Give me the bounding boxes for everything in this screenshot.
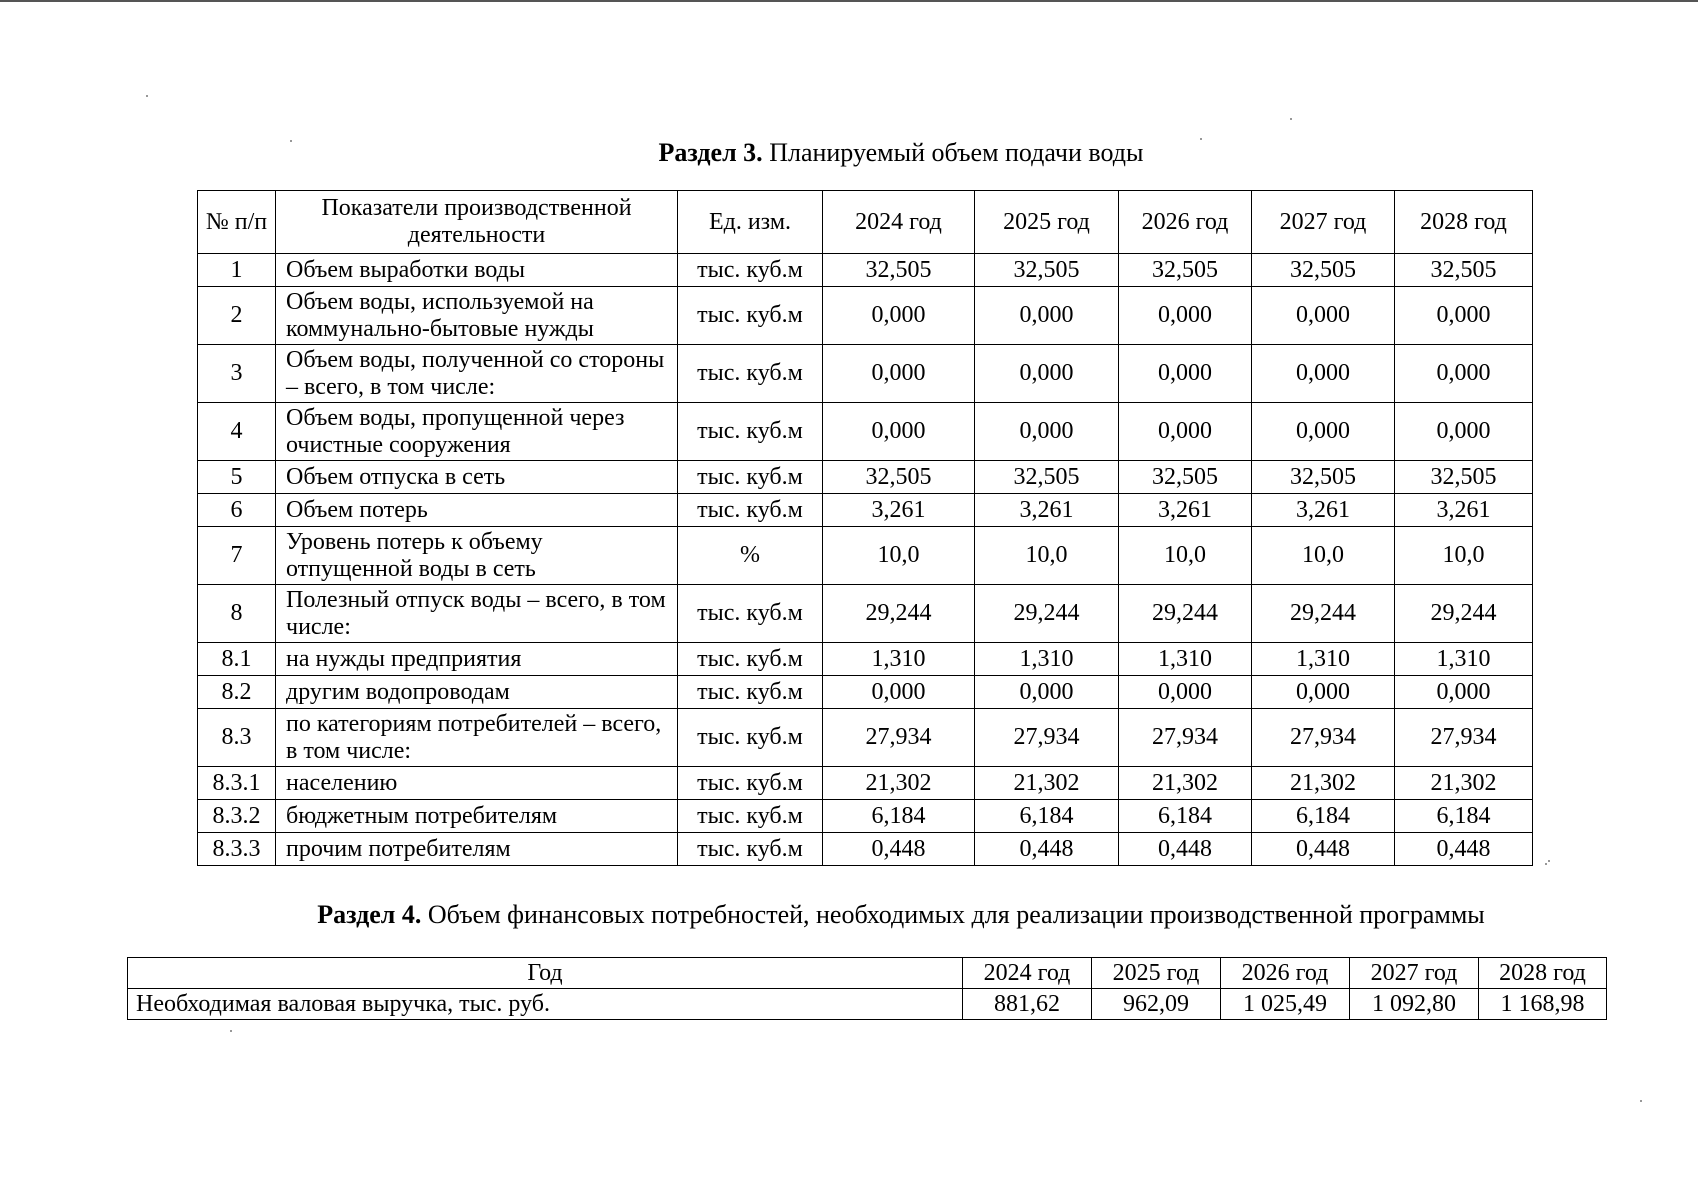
revenue-2025: 962,09 bbox=[1092, 989, 1221, 1020]
row-number: 1 bbox=[198, 254, 276, 287]
row-value-2027: 0,000 bbox=[1252, 403, 1395, 461]
row-value-2028: 6,184 bbox=[1395, 800, 1533, 833]
row-indicator: Объем выработки воды bbox=[276, 254, 678, 287]
row-number: 8.3.1 bbox=[198, 767, 276, 800]
scan-speck bbox=[1545, 863, 1547, 865]
table-row bbox=[198, 709, 1533, 767]
row-indicator: Уровень потерь к объему отпущенной воды в сеть bbox=[276, 527, 678, 585]
row-value-2028: 0,448 bbox=[1395, 833, 1533, 866]
revenue-2024: 881,62 bbox=[963, 989, 1092, 1020]
row-value-2027: 32,505 bbox=[1252, 254, 1395, 287]
row-value-2026: 0,000 bbox=[1119, 345, 1252, 403]
row-indicator: Объем потерь bbox=[276, 494, 678, 527]
scan-speck bbox=[1548, 860, 1550, 862]
row-number: 4 bbox=[198, 403, 276, 461]
row-unit: тыс. куб.м bbox=[678, 833, 823, 866]
col-header-2028: 2028 год bbox=[1395, 191, 1533, 254]
row-indicator: на нужды предприятия bbox=[276, 643, 678, 676]
row-unit: тыс. куб.м bbox=[678, 254, 823, 287]
row-value-2026: 6,184 bbox=[1119, 800, 1252, 833]
row-unit: тыс. куб.м bbox=[678, 585, 823, 643]
col-header-2026: 2026 год bbox=[1119, 191, 1252, 254]
row-value-2027: 27,934 bbox=[1252, 709, 1395, 767]
row-number: 8.1 bbox=[198, 643, 276, 676]
row-number: 8.3.3 bbox=[198, 833, 276, 866]
row-value-2024: 32,505 bbox=[823, 461, 975, 494]
row-value-2026: 0,000 bbox=[1119, 403, 1252, 461]
row-value-2026: 32,505 bbox=[1119, 254, 1252, 287]
table-row bbox=[198, 643, 1533, 676]
table-row bbox=[198, 767, 1533, 800]
row-value-2028: 0,000 bbox=[1395, 403, 1533, 461]
row-value-2027: 0,448 bbox=[1252, 833, 1395, 866]
col-header-2025: 2025 год bbox=[1092, 958, 1221, 989]
row-value-2027: 0,000 bbox=[1252, 345, 1395, 403]
scan-speck bbox=[230, 1030, 232, 1032]
col-header-2025: 2025 год bbox=[975, 191, 1119, 254]
row-value-2025: 10,0 bbox=[975, 527, 1119, 585]
scan-speck bbox=[146, 95, 148, 97]
col-header-year: Год bbox=[128, 958, 963, 989]
section-4-title-bold: Раздел 4. bbox=[317, 900, 422, 929]
table-row bbox=[198, 494, 1533, 527]
row-unit: тыс. куб.м bbox=[678, 643, 823, 676]
row-indicator: по категориям потребителей – всего, в том числе: bbox=[276, 709, 678, 767]
page-top-border bbox=[0, 0, 1698, 2]
col-header-2026: 2026 год bbox=[1221, 958, 1350, 989]
row-value-2024: 6,184 bbox=[823, 800, 975, 833]
row-value-2024: 10,0 bbox=[823, 527, 975, 585]
row-number: 5 bbox=[198, 461, 276, 494]
revenue-2026: 1 025,49 bbox=[1221, 989, 1350, 1020]
section-4-title-text: Объем финансовых потребностей, необходимых для реализации производственной программы bbox=[421, 900, 1485, 929]
section-4-title bbox=[52, 900, 1698, 930]
row-value-2026: 0,000 bbox=[1119, 676, 1252, 709]
row-indicator: Объем отпуска в сеть bbox=[276, 461, 678, 494]
row-value-2027: 3,261 bbox=[1252, 494, 1395, 527]
row-value-2025: 0,000 bbox=[975, 403, 1119, 461]
section-3-title-bold: Раздел 3. bbox=[658, 138, 763, 167]
col-header-2028: 2028 год bbox=[1479, 958, 1607, 989]
table-header-row bbox=[128, 958, 1607, 989]
row-value-2025: 32,505 bbox=[975, 254, 1119, 287]
row-number: 7 bbox=[198, 527, 276, 585]
row-value-2028: 27,934 bbox=[1395, 709, 1533, 767]
row-value-2028: 32,505 bbox=[1395, 254, 1533, 287]
table-row bbox=[198, 403, 1533, 461]
row-value-2027: 32,505 bbox=[1252, 461, 1395, 494]
row-value-2025: 0,000 bbox=[975, 287, 1119, 345]
water-supply-table-body bbox=[198, 254, 1533, 866]
col-header-2024: 2024 год bbox=[823, 191, 975, 254]
table-row bbox=[198, 833, 1533, 866]
row-value-2026: 1,310 bbox=[1119, 643, 1252, 676]
row-value-2025: 1,310 bbox=[975, 643, 1119, 676]
table-row bbox=[198, 254, 1533, 287]
row-number: 2 bbox=[198, 287, 276, 345]
row-value-2026: 21,302 bbox=[1119, 767, 1252, 800]
revenue-2027: 1 092,80 bbox=[1350, 989, 1479, 1020]
row-value-2024: 0,000 bbox=[823, 403, 975, 461]
row-value-2028: 1,310 bbox=[1395, 643, 1533, 676]
table-row bbox=[198, 585, 1533, 643]
row-indicator: Полезный отпуск воды – всего, в том числе: bbox=[276, 585, 678, 643]
row-value-2024: 3,261 bbox=[823, 494, 975, 527]
col-header-2027: 2027 год bbox=[1252, 191, 1395, 254]
row-unit: тыс. куб.м bbox=[678, 403, 823, 461]
row-indicator: прочим потребителям bbox=[276, 833, 678, 866]
row-indicator: Объем воды, полученной со стороны – всего, в том числе: bbox=[276, 345, 678, 403]
row-value-2025: 0,448 bbox=[975, 833, 1119, 866]
table-header-row bbox=[198, 191, 1533, 254]
row-value-2024: 21,302 bbox=[823, 767, 975, 800]
revenue-2028: 1 168,98 bbox=[1479, 989, 1607, 1020]
row-unit: тыс. куб.м bbox=[678, 676, 823, 709]
row-number: 8.3 bbox=[198, 709, 276, 767]
row-value-2027: 10,0 bbox=[1252, 527, 1395, 585]
row-value-2024: 29,244 bbox=[823, 585, 975, 643]
row-value-2026: 0,000 bbox=[1119, 287, 1252, 345]
financial-needs-table bbox=[127, 957, 1607, 1020]
row-value-2026: 29,244 bbox=[1119, 585, 1252, 643]
row-indicator: Объем воды, пропущенной через очистные сооружения bbox=[276, 403, 678, 461]
row-value-2027: 0,000 bbox=[1252, 676, 1395, 709]
row-value-2028: 0,000 bbox=[1395, 287, 1533, 345]
row-value-2025: 27,934 bbox=[975, 709, 1119, 767]
row-value-2024: 0,000 bbox=[823, 676, 975, 709]
row-number: 8.3.2 bbox=[198, 800, 276, 833]
row-value-2028: 0,000 bbox=[1395, 345, 1533, 403]
row-value-2027: 6,184 bbox=[1252, 800, 1395, 833]
row-unit: тыс. куб.м bbox=[678, 345, 823, 403]
row-number: 8.2 bbox=[198, 676, 276, 709]
row-indicator: другим водопроводам bbox=[276, 676, 678, 709]
row-value-2026: 27,934 bbox=[1119, 709, 1252, 767]
scan-speck bbox=[1200, 138, 1202, 140]
row-value-2024: 1,310 bbox=[823, 643, 975, 676]
row-unit: тыс. куб.м bbox=[678, 494, 823, 527]
row-value-2028: 29,244 bbox=[1395, 585, 1533, 643]
table-row bbox=[128, 989, 1607, 1020]
row-unit: тыс. куб.м bbox=[678, 767, 823, 800]
row-unit: % bbox=[678, 527, 823, 585]
row-indicator: Объем воды, используемой на коммунально-бытовые нужды bbox=[276, 287, 678, 345]
row-value-2028: 3,261 bbox=[1395, 494, 1533, 527]
row-value-2027: 1,310 bbox=[1252, 643, 1395, 676]
table-row bbox=[198, 287, 1533, 345]
row-value-2024: 32,505 bbox=[823, 254, 975, 287]
col-header-indicator: Показатели производственной деятельности bbox=[276, 191, 678, 254]
row-value-2028: 32,505 bbox=[1395, 461, 1533, 494]
row-value-2028: 0,000 bbox=[1395, 676, 1533, 709]
row-unit: тыс. куб.м bbox=[678, 461, 823, 494]
row-value-2025: 32,505 bbox=[975, 461, 1119, 494]
row-value-2025: 3,261 bbox=[975, 494, 1119, 527]
col-header-2024: 2024 год bbox=[963, 958, 1092, 989]
scan-speck bbox=[1290, 118, 1292, 120]
table-row bbox=[198, 345, 1533, 403]
row-value-2024: 0,000 bbox=[823, 345, 975, 403]
row-value-2026: 32,505 bbox=[1119, 461, 1252, 494]
section-3-title bbox=[52, 138, 1698, 168]
row-value-2028: 21,302 bbox=[1395, 767, 1533, 800]
row-indicator: населению bbox=[276, 767, 678, 800]
row-unit: тыс. куб.м bbox=[678, 709, 823, 767]
row-value-2025: 0,000 bbox=[975, 345, 1119, 403]
row-value-2024: 0,448 bbox=[823, 833, 975, 866]
row-value-2024: 0,000 bbox=[823, 287, 975, 345]
scan-speck bbox=[1640, 1100, 1642, 1102]
row-value-2027: 21,302 bbox=[1252, 767, 1395, 800]
row-number: 3 bbox=[198, 345, 276, 403]
scan-speck bbox=[290, 140, 292, 142]
row-value-2024: 27,934 bbox=[823, 709, 975, 767]
revenue-label: Необходимая валовая выручка, тыс. руб. bbox=[128, 989, 963, 1020]
row-value-2026: 0,448 bbox=[1119, 833, 1252, 866]
row-value-2025: 6,184 bbox=[975, 800, 1119, 833]
row-value-2027: 0,000 bbox=[1252, 287, 1395, 345]
table-row bbox=[198, 527, 1533, 585]
col-header-number: № п/п bbox=[198, 191, 276, 254]
row-number: 8 bbox=[198, 585, 276, 643]
row-value-2028: 10,0 bbox=[1395, 527, 1533, 585]
row-number: 6 bbox=[198, 494, 276, 527]
table-row bbox=[198, 800, 1533, 833]
row-value-2025: 0,000 bbox=[975, 676, 1119, 709]
row-unit: тыс. куб.м bbox=[678, 800, 823, 833]
col-header-2027: 2027 год bbox=[1350, 958, 1479, 989]
row-unit: тыс. куб.м bbox=[678, 287, 823, 345]
table-row bbox=[198, 461, 1533, 494]
row-value-2027: 29,244 bbox=[1252, 585, 1395, 643]
row-value-2026: 3,261 bbox=[1119, 494, 1252, 527]
row-value-2025: 29,244 bbox=[975, 585, 1119, 643]
row-value-2026: 10,0 bbox=[1119, 527, 1252, 585]
col-header-unit: Ед. изм. bbox=[678, 191, 823, 254]
water-supply-table bbox=[197, 190, 1533, 866]
row-value-2025: 21,302 bbox=[975, 767, 1119, 800]
row-indicator: бюджетным потребителям bbox=[276, 800, 678, 833]
table-row bbox=[198, 676, 1533, 709]
section-3-title-text: Планируемый объем подачи воды bbox=[762, 138, 1144, 167]
